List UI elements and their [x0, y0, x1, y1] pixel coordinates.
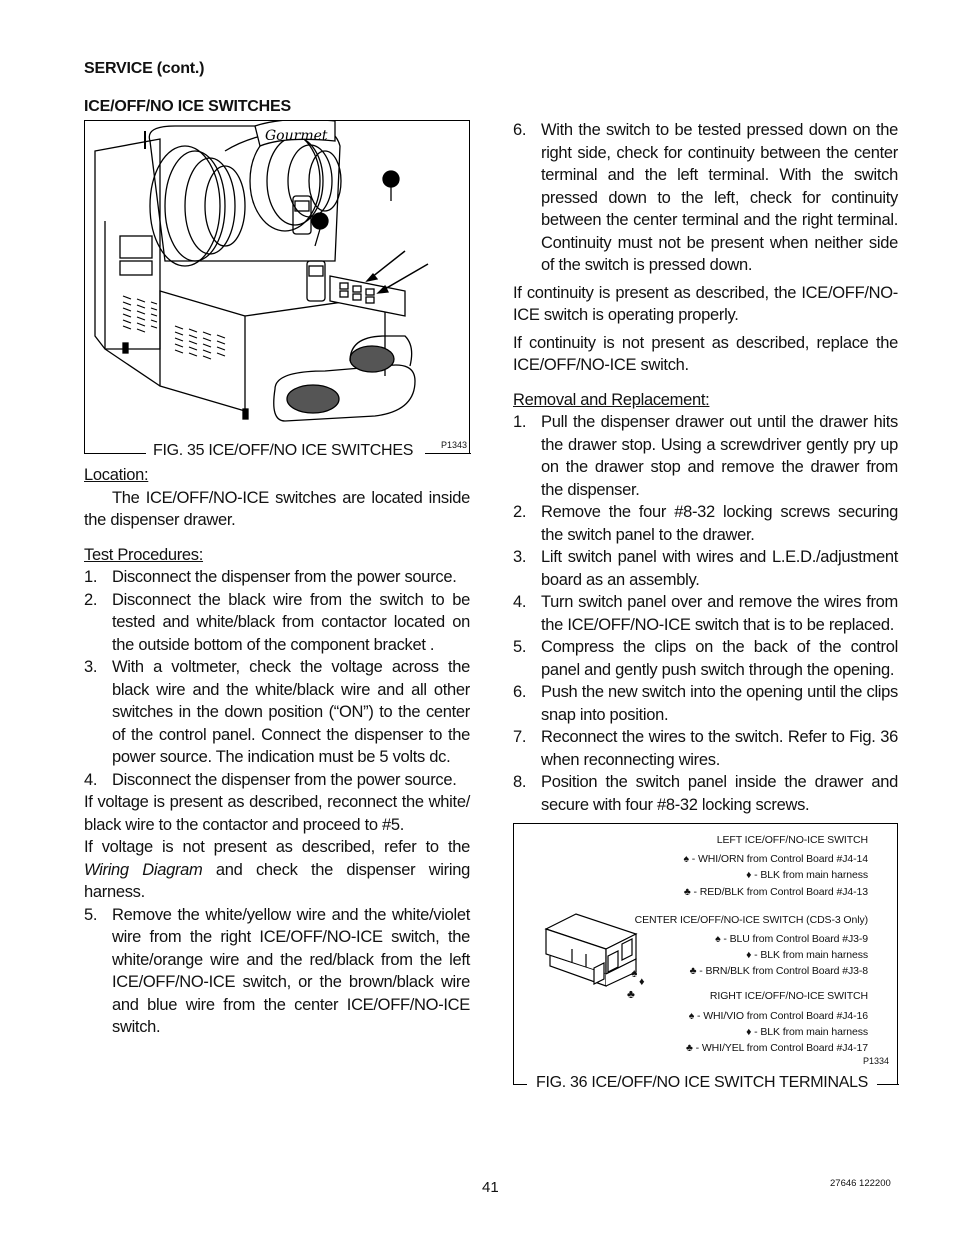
right-switch-title: RIGHT ICE/OFF/NO-ICE SWITCH — [709, 990, 868, 1002]
list-item: 6. With the switch to be tested pressed down on the right side, check for continuity between the center terminal and the left terminal. With the switch pressed down to the left, check for continuity between the center terminal and the right terminal. Continuity must not be present when neither side of the switch is pressed down. — [513, 121, 898, 274]
left-switch-item: ♣ - RED/BLK from Control Board #J4-13 — [683, 886, 868, 898]
left-switch-item: ♦ - BLK from main harness — [746, 869, 868, 881]
figure-35-caption: FIG. 35 ICE/OFF/NO ICE SWITCHES — [153, 442, 414, 459]
dispenser-illustration — [85, 121, 468, 451]
page-number: 41 — [482, 1179, 499, 1196]
figure-36-photo-id: P1334 — [862, 1056, 889, 1066]
removal-steps-list — [513, 411, 898, 816]
list-item: 3. Lift switch panel with wires and L.E.D./adjustment board as an assembly. — [513, 548, 898, 589]
right-column — [513, 119, 898, 816]
list-item: 1. Disconnect the dispenser from the power source. — [84, 568, 457, 586]
list-item: 2. Disconnect the black wire from the switch to be tested and white/black from contactor located on the outside bottom of the component bracket . — [84, 590, 470, 654]
location-text: The ICE/OFF/NO-ICE switches are located inside the dispenser drawer. — [84, 488, 470, 529]
figure-36-frame — [513, 823, 898, 1085]
list-item: 2. Remove the four #8-32 locking screws securing the switch panel to the drawer. — [513, 503, 898, 544]
list-item: 7. Reconnect the wires to the switch. Refer to Fig. 36 when reconnecting wires. — [513, 728, 898, 769]
center-switch-title: CENTER ICE/OFF/NO-ICE SWITCH (CDS-3 Only) — [634, 914, 868, 926]
right-switch-item: ♣ - WHI/YEL from Control Board #J4-17 — [686, 1042, 868, 1054]
removal-heading: Removal and Replacement: — [513, 390, 710, 409]
test-procedures-heading: Test Procedures: — [84, 545, 204, 564]
voltage-absent-text: If voltage is not present as described, refer to the Wiring Diagram and check the dispenser wiring harness. — [84, 838, 470, 901]
list-item: 4. Turn switch panel over and remove the wires from the ICE/OFF/NO-ICE switch that is to be replaced. — [513, 593, 898, 634]
list-item: 1. Pull the dispenser drawer out until the drawer hits the drawer stop. Using a screwdriver gently pry up on the drawer stop and remove the drawer from the dispenser. — [513, 413, 898, 499]
left-column — [84, 464, 470, 1039]
continuity-present-text: If continuity is present as described, the ICE/OFF/NO-ICE switch is operating properly. — [513, 283, 898, 324]
list-item: 3. With a voltmeter, check the voltage across the black wire and the white/black wire and all other switches in the down position (“ON”) to the center of the control panel. Connect the dispenser to the power source. The indication must be 5 volts dc. — [84, 658, 470, 766]
list-item: 6. Push the new switch into the opening until the clips snap into position. — [513, 683, 898, 724]
center-switch-item: ♠ - BLU from Control Board #J3-9 — [715, 933, 868, 945]
document-code: 27646 122200 — [830, 1178, 891, 1189]
spade-terminal-icon: ♠ — [631, 966, 638, 980]
continuity-absent-text: If continuity is not present as described, replace the ICE/OFF/NO-ICE switch. — [513, 333, 898, 374]
list-item: 5. Remove the white/yellow wire and the white/violet wire from the right ICE/OFF/NO-ICE switch, the white/orange wire and the red/black from the left ICE/OFF/NO-ICE switch, or the brown/black wire and blue wire from the center ICE/OFF/NO-ICE switch. — [84, 905, 470, 1036]
location-heading: Location: — [84, 466, 149, 484]
brand-logo-text: Gourmet — [265, 128, 328, 144]
subsection-header: ICE/OFF/NO ICE SWITCHES — [84, 98, 291, 115]
figure-35-photo-id: P1343 — [441, 440, 468, 450]
diamond-terminal-icon: ♦ — [639, 976, 645, 988]
list-item: 4. Disconnect the dispenser from the power source. — [84, 770, 457, 789]
section-header: SERVICE (cont.) — [84, 60, 205, 77]
center-switch-item: ♣ - BRN/BLK from Control Board #J3-8 — [689, 965, 868, 977]
figure-36-caption: FIG. 36 ICE/OFF/NO ICE SWITCH TERMINALS — [536, 1074, 869, 1091]
list-item: 8. Position the switch panel inside the drawer and secure with four #8-32 locking screws. — [513, 773, 898, 814]
center-switch-item: ♦ - BLK from main harness — [746, 949, 868, 961]
left-switch-item: ♠ - WHI/ORN from Control Board #J4-14 — [683, 853, 868, 865]
club-terminal-icon: ♣ — [627, 987, 635, 1001]
test-steps-list — [84, 566, 470, 791]
left-switch-title: LEFT ICE/OFF/NO-ICE SWITCH — [716, 834, 868, 846]
list-item: 5. Compress the clips on the back of the control panel and gently push switch through the opening. — [513, 638, 898, 679]
right-switch-item: ♠ - WHI/VIO from Control Board #J4-16 — [688, 1010, 868, 1022]
right-switch-item: ♦ - BLK from main harness — [746, 1026, 868, 1038]
voltage-present-text: If voltage is present as described, reconnect the white/ black wire to the contactor and proceed to #5. — [84, 793, 470, 834]
figure-35-frame — [84, 120, 470, 454]
